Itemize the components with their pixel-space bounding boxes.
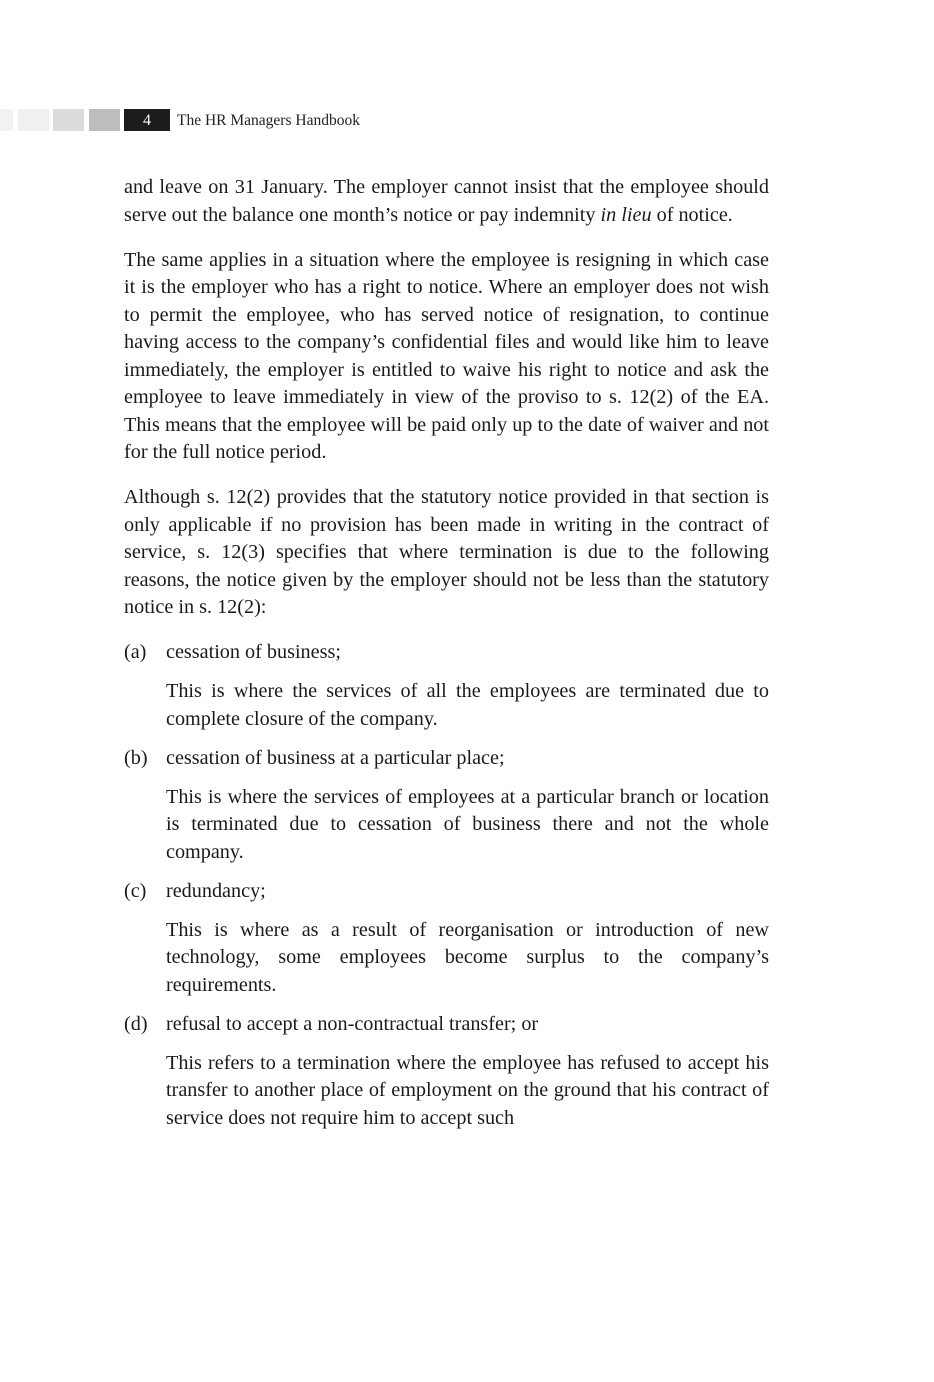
list-item-heading bbox=[124, 745, 769, 773]
list-item bbox=[124, 639, 769, 733]
running-title: The HR Managers Handbook bbox=[177, 112, 360, 129]
page-body bbox=[124, 174, 769, 1132]
list-item bbox=[124, 745, 769, 867]
list-item-explanation: This refers to a termination where the employee has refused to accept his transfer to another place of employment on the ground that his contract of service does not require him to accept such bbox=[166, 1051, 769, 1129]
list-item-explanation: This is where the services of all the employees are terminated due to complete closure of the company. bbox=[166, 680, 769, 730]
list-item-letter: (b) bbox=[124, 746, 148, 769]
list-item-heading bbox=[124, 639, 769, 667]
list-item-letter: (c) bbox=[124, 879, 147, 902]
list-item-letter: (d) bbox=[124, 1012, 148, 1035]
header-decor-block bbox=[0, 109, 13, 131]
paragraph: Although s. 12(2) provides that the statutory notice provided in that section is only applicable if no provision has been made in writing in the contract of service, s. 12(3) specifies that where termination is due to the following reasons, the notice given by the employer should not be less than the statutory notice in s. 12(2): bbox=[124, 486, 769, 618]
list-item-title: cessation of business; bbox=[166, 641, 341, 663]
header-decor-block bbox=[53, 109, 84, 131]
list-item-title: redundancy; bbox=[166, 879, 266, 902]
paragraph-text: of notice. bbox=[651, 203, 733, 226]
paragraph bbox=[124, 174, 769, 229]
list-item-title: refusal to accept a non-contractual transfer; or bbox=[166, 1012, 539, 1035]
page-number: 4 bbox=[124, 109, 170, 131]
list-item-heading bbox=[124, 1011, 769, 1039]
italic-phrase: in lieu bbox=[600, 203, 652, 226]
list-item-explanation: This is where the services of employees at a particular branch or location is terminated due to cessation of business there and not the whole company. bbox=[166, 785, 769, 863]
list-item-heading bbox=[124, 878, 769, 906]
paragraph: The same applies in a situation where the employee is resigning in which case it is the employer who has a right to notice. Where an employer does not wish to permit the employee, who has served notice of resignation, to continue having access to the company’s confidential files and would like him to leave immediately, the employer is entitled to waive his right to notice and ask the employee to leave immediately in view of the proviso to s. 12(2) of the EA. This means that the employee will be paid only up to the date of waiver and not for the full notice period. bbox=[124, 248, 769, 463]
list-item-explanation: This is where as a result of reorganisation or introduction of new technology, some employees become surplus to the company’s requirements. bbox=[166, 918, 769, 996]
list-item-title: cessation of business at a particular place; bbox=[166, 746, 505, 769]
header-decor-block bbox=[18, 109, 49, 131]
list-item bbox=[124, 878, 769, 1000]
running-header bbox=[0, 109, 934, 131]
list-item bbox=[124, 1011, 769, 1133]
header-decor-block bbox=[89, 109, 120, 131]
list-item-letter: (a) bbox=[124, 641, 147, 663]
paragraph-text: and leave on 31 January. The employer cannot insist that the employee should serve out the balance one month’s notice or pay indemnity bbox=[124, 176, 769, 226]
